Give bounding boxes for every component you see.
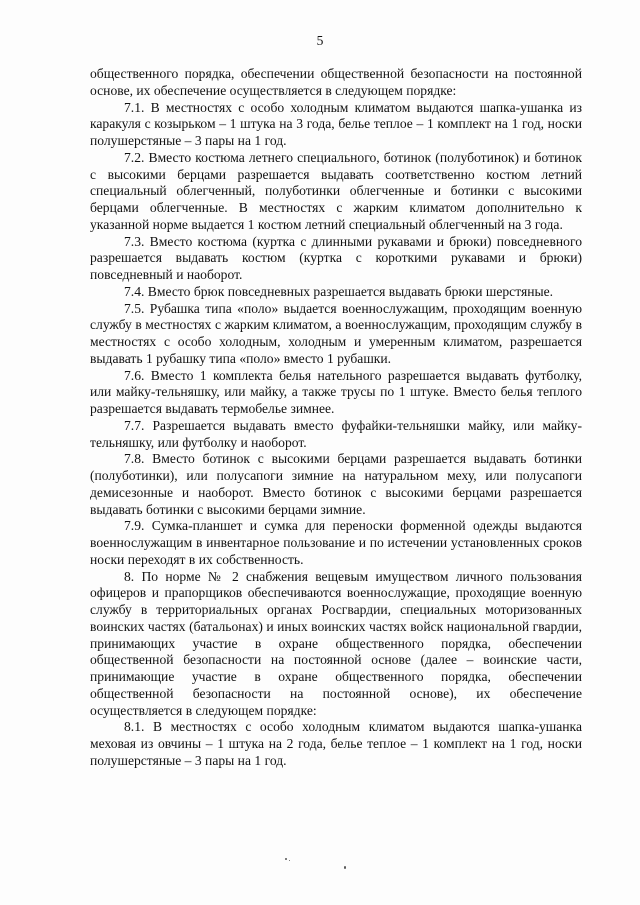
paragraph-7-5: 7.5. Рубашка типа «поло» выдается военнослужащим, проходящим военную службу в местностях с жарким климатом, а военнослужащим, проходящим службу в местностях с особо холодным, холодным и умеренным климатом, разрешается выдавать 1 рубашку типа «поло» вместо 1 рубашки. — [90, 300, 582, 366]
paragraph-7-8: 7.8. Вместо ботинок с высокими берцами разрешается выдавать ботинки (полуботинки), или полусапоги зимние на натуральном меху, или полусапоги демисезонные и наоборот. Вместо ботинок с высокими берцами разрешается выдавать ботинки с высокими берцами зимние. — [90, 451, 582, 517]
scan-speck — [344, 866, 346, 869]
paragraph-8-1: 8.1. В местностях с особо холодным климатом выдаются шапка-ушанка меховая из овчины – 1 штука на 2 года, белье теплое – 1 комплект на 1 год, носки полушерстяные – 3 пары на 1 год. — [90, 719, 582, 768]
paragraph-7-7: 7.7. Разрешается выдавать вместо фуфайки-тельняшки майку, или майку-тельняшку, или футболку и наоборот. — [90, 417, 582, 450]
paragraph-7-9: 7.9. Сумка-планшет и сумка для переноски форменной одежды выдаются военнослужащим в инвентарное пользование и по истечении установленных сроков носки переходят в их собственность. — [90, 518, 582, 567]
paragraph-7-6: 7.6. Вместо 1 комплекта белья нательного разрешается выдавать футболку, или майку-тельняшку, или майку, а также трусы по 1 штуке. Вместо белья теплого разрешается выдавать термобелье зимнее. — [90, 367, 582, 416]
scan-speck — [289, 860, 290, 861]
paragraph-7-2: 7.2. Вместо костюма летнего специального, ботинок (полуботинок) и ботинок с высокими берцами разрешается выдавать соответственно костюм летний специальный облегченный, полуботинки облегченные и ботинки с высокими берцами облегченные. В местностях с жарким климатом дополнительно к указанной норме выдается 1 костюм летний специальный облегченный на 3 года. — [90, 149, 582, 232]
paragraph-intro: общественного порядка, обеспечении общественной безопасности на постоянной основе, их обеспечение осуществляется в следующем порядке: — [90, 66, 582, 98]
document-body — [90, 66, 582, 770]
scan-speck — [285, 858, 287, 860]
paragraph-7-4: 7.4. Вместо брюк повседневных разрешается выдавать брюки шерстяные. — [124, 283, 554, 299]
paragraph-8: 8. По норме № 2 снабжения вещевым имуществом личного пользования офицеров и прапорщиков обеспечиваются военнослужащие, проходящие военную службу в территориальных органах Росгвардии, специальных моторизованных воинских частях (батальонах) и иных воинских частях войск национальной гвардии, принимающих участие в охране общественного порядка, обеспечении общественной безопасности на постоянной основе (далее – воинские части, принимающие участие в охране общественного порядка, обеспечении общественной безопасности на постоянной основе), их обеспечение осуществляется в следующем порядке: — [90, 568, 582, 718]
paragraph-7-3: 7.3. Вместо костюма (куртка с длинными рукавами и брюки) повседневного разрешается выдавать костюм (куртка с короткими рукавами и брюки) повседневный и наоборот. — [90, 233, 582, 282]
paragraph-7-1: 7.1. В местностях с особо холодным климатом выдаются шапка-ушанка из каракуля с козырьком – 1 штука на 3 года, белье теплое – 1 комплект на 1 год, носки полушерстяные – 3 пары на 1 год. — [90, 99, 582, 148]
page-number: 5 — [316, 33, 324, 48]
